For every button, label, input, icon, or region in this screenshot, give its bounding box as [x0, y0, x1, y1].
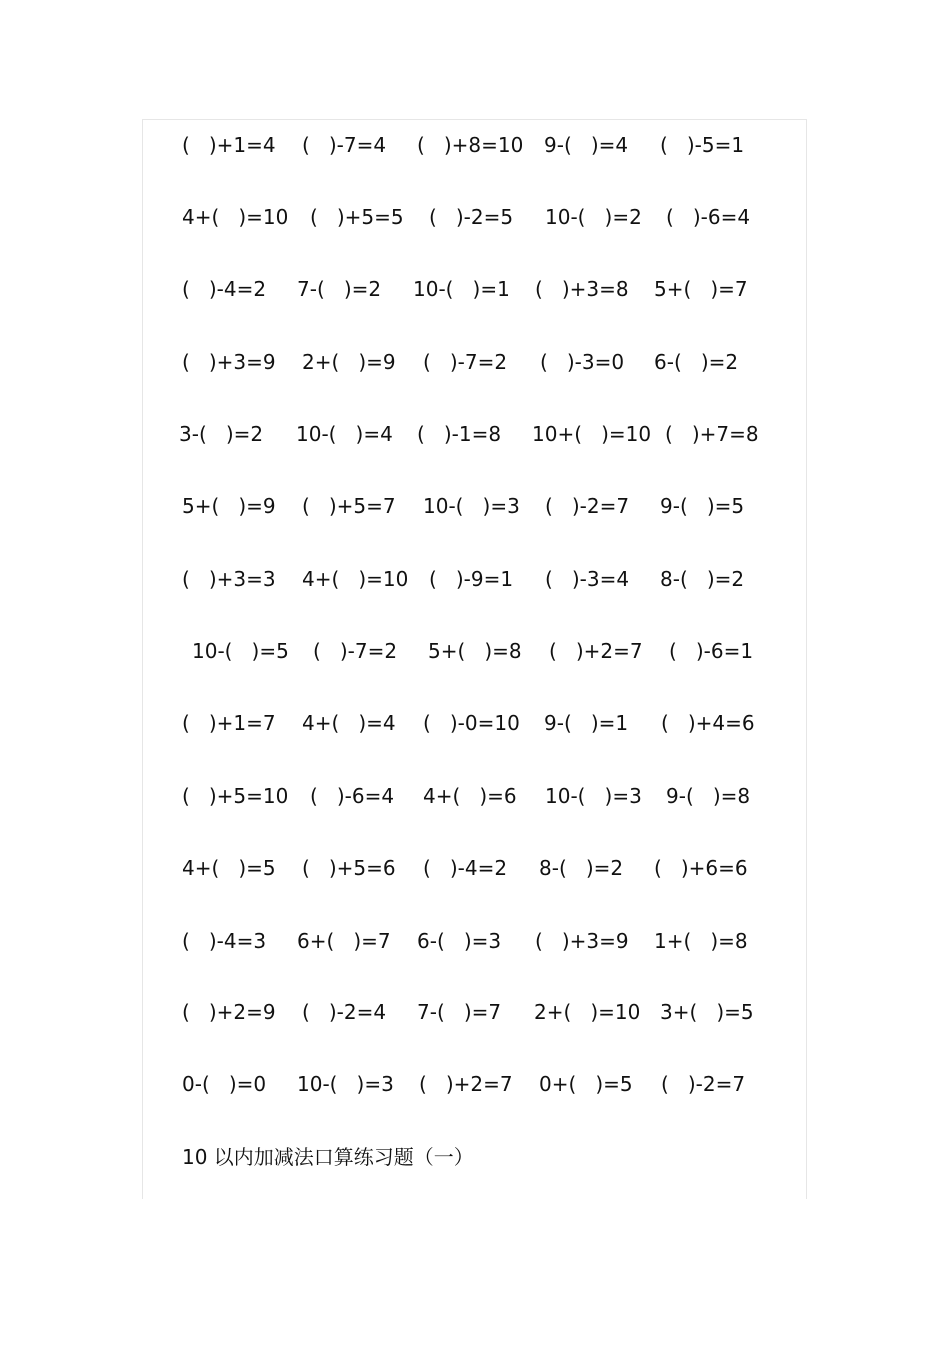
problem-row: [0, 997, 950, 1027]
math-problem: ( )-7=2: [423, 350, 508, 374]
math-problem: 6-( )=3: [417, 929, 502, 953]
worksheet-title: 10 以内加减法口算练习题（一）: [182, 1145, 474, 1169]
math-problem: 10-( )=3: [297, 1072, 394, 1096]
math-problem: ( )-6=4: [310, 784, 395, 808]
math-problem: ( )+2=7: [549, 639, 643, 663]
math-problem: 10-( )=3: [545, 784, 642, 808]
math-problem: ( )-3=0: [540, 350, 625, 374]
math-problem: ( )+2=7: [419, 1072, 513, 1096]
math-problem: 2+( )=10: [534, 1000, 641, 1024]
problem-row: [0, 491, 950, 521]
math-problem: 10+( )=10: [532, 422, 652, 446]
math-problem: ( )-2=7: [661, 1072, 746, 1096]
math-problem: ( )-6=1: [669, 639, 754, 663]
problem-row: [0, 130, 950, 160]
problem-row: [0, 853, 950, 883]
math-problem: ( )-4=3: [182, 929, 267, 953]
problem-row: [0, 781, 950, 811]
math-problem: 9-( )=1: [544, 711, 629, 735]
math-problem: ( )+5=5: [310, 205, 404, 229]
math-problem: 1+( )=8: [654, 929, 748, 953]
math-problem: 10-( )=2: [545, 205, 642, 229]
math-problem: ( )+1=4: [182, 133, 276, 157]
problem-row: [0, 202, 950, 232]
problem-row: [0, 708, 950, 738]
math-problem: ( )+5=7: [302, 494, 396, 518]
math-problem: ( )-3=4: [545, 567, 630, 591]
math-problem: 4+( )=5: [182, 856, 276, 880]
math-problem: ( )-4=2: [182, 277, 267, 301]
math-problem: 10-( )=1: [413, 277, 510, 301]
math-problem: 4+( )=4: [302, 711, 396, 735]
math-problem: 5+( )=7: [654, 277, 748, 301]
page-frame-top: [142, 119, 807, 120]
problem-row: [0, 636, 950, 666]
math-problem: ( )+3=8: [535, 277, 629, 301]
math-problem: 6-( )=2: [654, 350, 739, 374]
math-problem: 7-( )=7: [417, 1000, 502, 1024]
math-problem: 4+( )=6: [423, 784, 517, 808]
math-problem: 9-( )=5: [660, 494, 745, 518]
math-problem: 6+( )=7: [297, 929, 391, 953]
math-problem: 2+( )=9: [302, 350, 396, 374]
math-problem: ( )+5=10: [182, 784, 289, 808]
math-problem: ( )+8=10: [417, 133, 524, 157]
math-problem: ( )+3=3: [182, 567, 276, 591]
math-problem: 10-( )=3: [423, 494, 520, 518]
math-problem: 9-( )=8: [666, 784, 751, 808]
problem-row: [0, 347, 950, 377]
math-problem: ( )-4=2: [423, 856, 508, 880]
math-problem: ( )-6=4: [666, 205, 751, 229]
math-problem: ( )+3=9: [182, 350, 276, 374]
math-problem: 5+( )=8: [428, 639, 522, 663]
math-problem: ( )-7=4: [302, 133, 387, 157]
math-problem: ( )+7=8: [665, 422, 759, 446]
problem-row: [0, 564, 950, 594]
problem-row: [0, 1069, 950, 1099]
problem-row: [0, 419, 950, 449]
math-problem: ( )+4=6: [661, 711, 755, 735]
math-problem: 5+( )=9: [182, 494, 276, 518]
math-problem: 9-( )=4: [544, 133, 629, 157]
math-problem: ( )-7=2: [313, 639, 398, 663]
math-problem: 8-( )=2: [539, 856, 624, 880]
math-problem: 3-( )=2: [179, 422, 264, 446]
math-problem: ( )+2=9: [182, 1000, 276, 1024]
math-problem: 4+( )=10: [302, 567, 409, 591]
math-problem: ( )-5=1: [660, 133, 745, 157]
math-problem: 0-( )=0: [182, 1072, 267, 1096]
math-problem: ( )+1=7: [182, 711, 276, 735]
problem-row: [0, 926, 950, 956]
math-problem: ( )-0=10: [423, 711, 520, 735]
math-problem: ( )+3=9: [535, 929, 629, 953]
math-problem: 8-( )=2: [660, 567, 745, 591]
math-problem: ( )-1=8: [417, 422, 502, 446]
math-problem: ( )-2=5: [429, 205, 514, 229]
math-problem: 10-( )=5: [192, 639, 289, 663]
math-problem: ( )-9=1: [429, 567, 514, 591]
math-problem: 0+( )=5: [539, 1072, 633, 1096]
math-problem: 4+( )=10: [182, 205, 289, 229]
math-problem: ( )-2=4: [302, 1000, 387, 1024]
math-problem: 10-( )=4: [296, 422, 393, 446]
math-problem: 3+( )=5: [660, 1000, 754, 1024]
math-problem: ( )-2=7: [545, 494, 630, 518]
problem-row: [0, 274, 950, 304]
math-problem: ( )+5=6: [302, 856, 396, 880]
math-problem: ( )+6=6: [654, 856, 748, 880]
math-problem: 7-( )=2: [297, 277, 382, 301]
